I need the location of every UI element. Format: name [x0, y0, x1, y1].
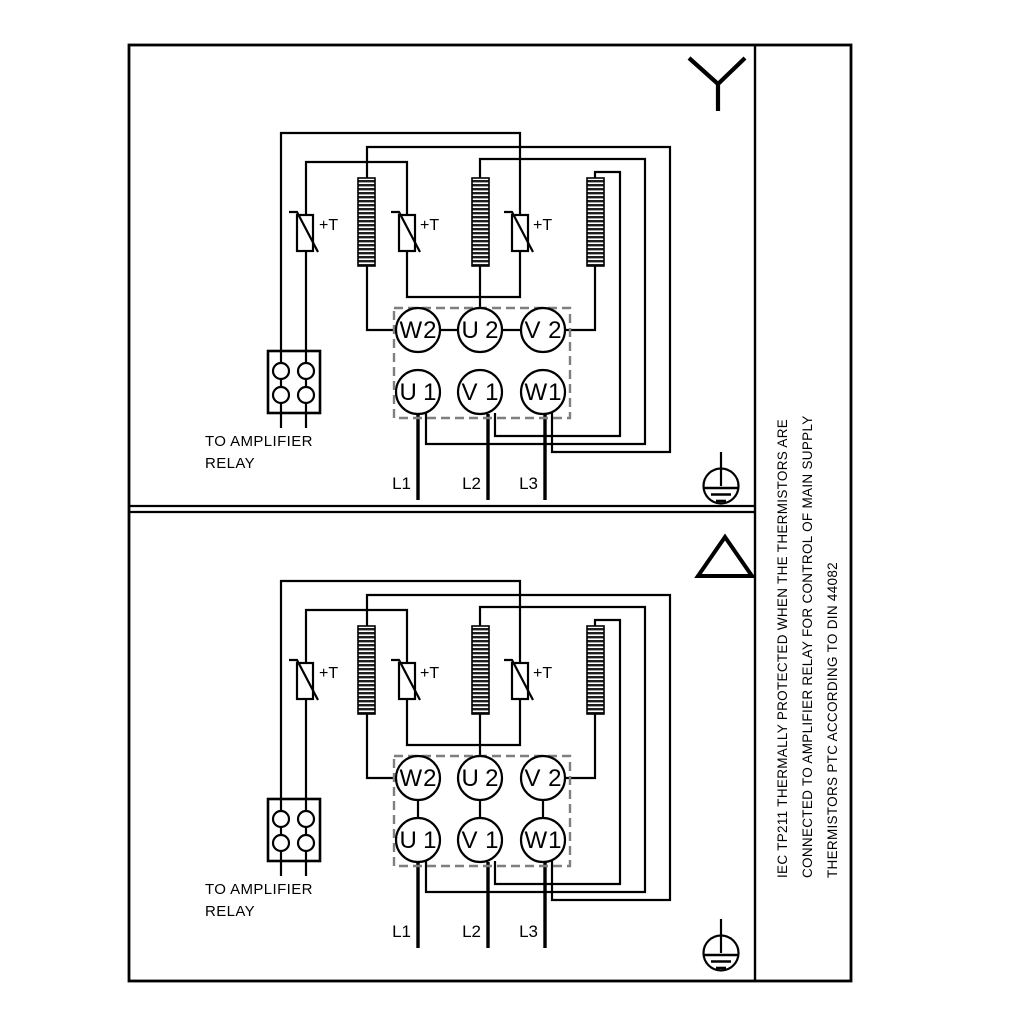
supply-label-l3: L3 — [519, 474, 538, 493]
star-connection-icon — [689, 58, 745, 111]
panel-divider — [129, 506, 755, 512]
terminal-label-v1: V1 — [461, 379, 499, 406]
terminal-label-w2: W2 — [399, 317, 437, 344]
terminal-label-u2: U2 — [461, 765, 499, 792]
relay-caption-line1: TO AMPLIFIER — [205, 433, 313, 450]
side-note-line-3: THERMISTORS PTC ACCORDING TO DIN 44082 — [825, 562, 840, 878]
delta-panel-labels — [205, 665, 562, 941]
thermistor-label: +T — [420, 217, 440, 234]
side-note-line-2: CONNECTED TO AMPLIFIER RELAY FOR CONTROL OF MAIN SUPPLY — [800, 415, 815, 878]
terminal-label-u1: U1 — [399, 379, 437, 406]
terminal-label-w1: W1 — [524, 379, 562, 406]
earth-ground-icon — [704, 452, 739, 504]
terminal-label-w1: W1 — [524, 827, 562, 854]
delta-connection-icon — [698, 537, 752, 576]
terminal-label-v2: V2 — [524, 765, 562, 792]
delta-panel — [205, 537, 752, 971]
thermistor-label: +T — [533, 665, 553, 682]
supply-label-l2: L2 — [462, 922, 481, 941]
earth-ground-icon — [704, 919, 739, 971]
supply-label-l1: L1 — [392, 474, 411, 493]
terminal-label-v2: V2 — [524, 317, 562, 344]
star-panel — [205, 58, 745, 504]
supply-label-l3: L3 — [519, 922, 538, 941]
thermistor-label: +T — [533, 217, 553, 234]
side-note — [775, 415, 840, 878]
thermistor-label: +T — [420, 665, 440, 682]
terminal-label-u2: U2 — [461, 317, 499, 344]
thermistor-label: +T — [319, 217, 339, 234]
relay-caption-line2: RELAY — [205, 903, 256, 920]
relay-caption-line1: TO AMPLIFIER — [205, 881, 313, 898]
star-panel-labels — [205, 217, 562, 493]
terminal-label-w2: W2 — [399, 765, 437, 792]
supply-label-l1: L1 — [392, 922, 411, 941]
supply-label-l2: L2 — [462, 474, 481, 493]
relay-caption-line2: RELAY — [205, 455, 256, 472]
terminal-label-u1: U1 — [399, 827, 437, 854]
side-note-line-1: IEC TP211 THERMALLY PROTECTED WHEN THE THERMISTORS ARE — [775, 418, 790, 878]
terminal-label-v1: V1 — [461, 827, 499, 854]
thermistor-label: +T — [319, 665, 339, 682]
